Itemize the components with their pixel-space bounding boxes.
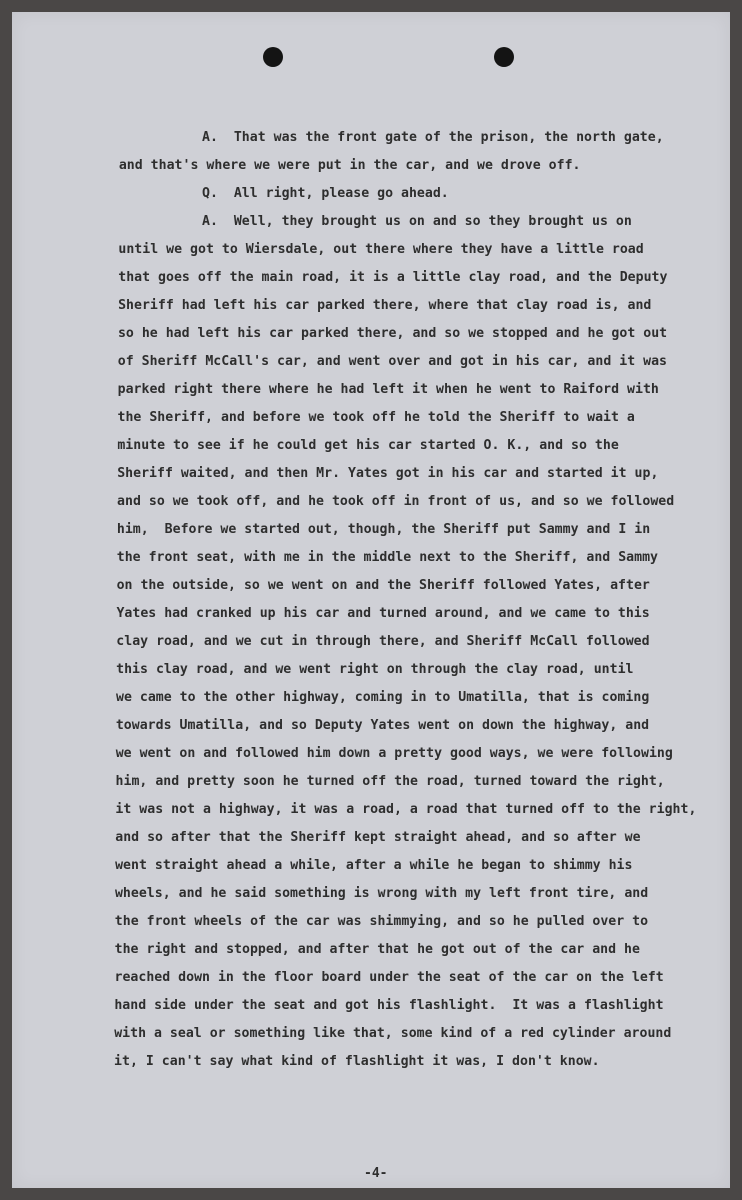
transcript-line: that goes off the main road, it is a little clay road, and the Deputy (118, 270, 668, 285)
transcript-line: of Sheriff McCall's car, and went over and got in his car, and it was (117, 354, 668, 369)
transcript-line: we went on and followed him down a pretty good ways, we were following (115, 746, 673, 761)
transcript-line: towards Umatilla, and so Deputy Yates went on down the highway, and (115, 718, 650, 733)
transcript-line: the front seat, with me in the middle next to the Sheriff, and Sammy (116, 550, 658, 565)
transcript-line: and so after that the Sheriff kept straight ahead, and so after we (115, 830, 641, 845)
transcript-line: A. Well, they brought us on and so they brought us on (202, 214, 632, 229)
transcript-line: him, and pretty soon he turned off the road, turned toward the right, (115, 774, 665, 789)
transcript-line: this clay road, and we went right on through the clay road, until (116, 662, 634, 677)
document-page (12, 12, 730, 1188)
transcript-line: wheels, and he said something is wrong with my left front tire, and (114, 886, 649, 901)
transcript-line: reached down in the floor board under the seat of the car on the left (114, 970, 664, 985)
transcript-line: the front wheels of the car was shimmying, and so he pulled over to (114, 914, 649, 929)
transcript-line: with a seal or something like that, some kind of a red cylinder around (114, 1026, 672, 1041)
transcript-line: clay road, and we cut in through there, and Sheriff McCall followed (116, 634, 650, 649)
transcript-line: on the outside, so we went on and the Sheriff followed Yates, after (116, 578, 650, 593)
transcript-line: minute to see if he could get his car started O. K., and so the (117, 438, 619, 453)
transcript-line: hand side under the seat and got his flashlight. It was a flashlight (114, 998, 664, 1013)
transcript-line: and that's where we were put in the car, and we drove off. (118, 158, 581, 173)
transcript-line: and so we took off, and he took off in front of us, and so we followed (117, 494, 675, 509)
punch-hole-right (494, 47, 514, 67)
punch-hole-left (263, 47, 283, 67)
transcript-line: went straight ahead a while, after a while he began to shimmy his (115, 858, 633, 873)
transcript-line: Q. All right, please go ahead. (202, 186, 449, 201)
transcript-line: so he had left his car parked there, and so we stopped and he got out (117, 326, 668, 341)
transcript-line: Sheriff waited, and then Mr. Yates got in his car and started it up, (117, 466, 659, 481)
transcript-line: parked right there where he had left it when he went to Raiford with (117, 382, 659, 397)
transcript-line: him, Before we started out, though, the Sheriff put Sammy and I in (116, 522, 651, 537)
transcript-line: A. That was the front gate of the prison, the north gate, (202, 130, 664, 145)
transcript-line: until we got to Wiersdale, out there where they have a little road (118, 242, 644, 257)
page-number: -4- (364, 1166, 388, 1181)
transcript-line: Sheriff had left his car parked there, where that clay road is, and (118, 298, 652, 313)
transcript-line: it was not a highway, it was a road, a road that turned off to the right, (115, 802, 697, 817)
transcript-line: it, I can't say what kind of flashlight it was, I don't know. (114, 1054, 600, 1069)
transcript-line: the right and stopped, and after that he got out of the car and he (114, 942, 640, 957)
transcript-line: Yates had cranked up his car and turned around, and we came to this (116, 606, 650, 621)
transcript-line: the Sheriff, and before we took off he told the Sheriff to wait a (117, 410, 635, 425)
transcript-line: we came to the other highway, coming in to Umatilla, that is coming (116, 690, 650, 705)
